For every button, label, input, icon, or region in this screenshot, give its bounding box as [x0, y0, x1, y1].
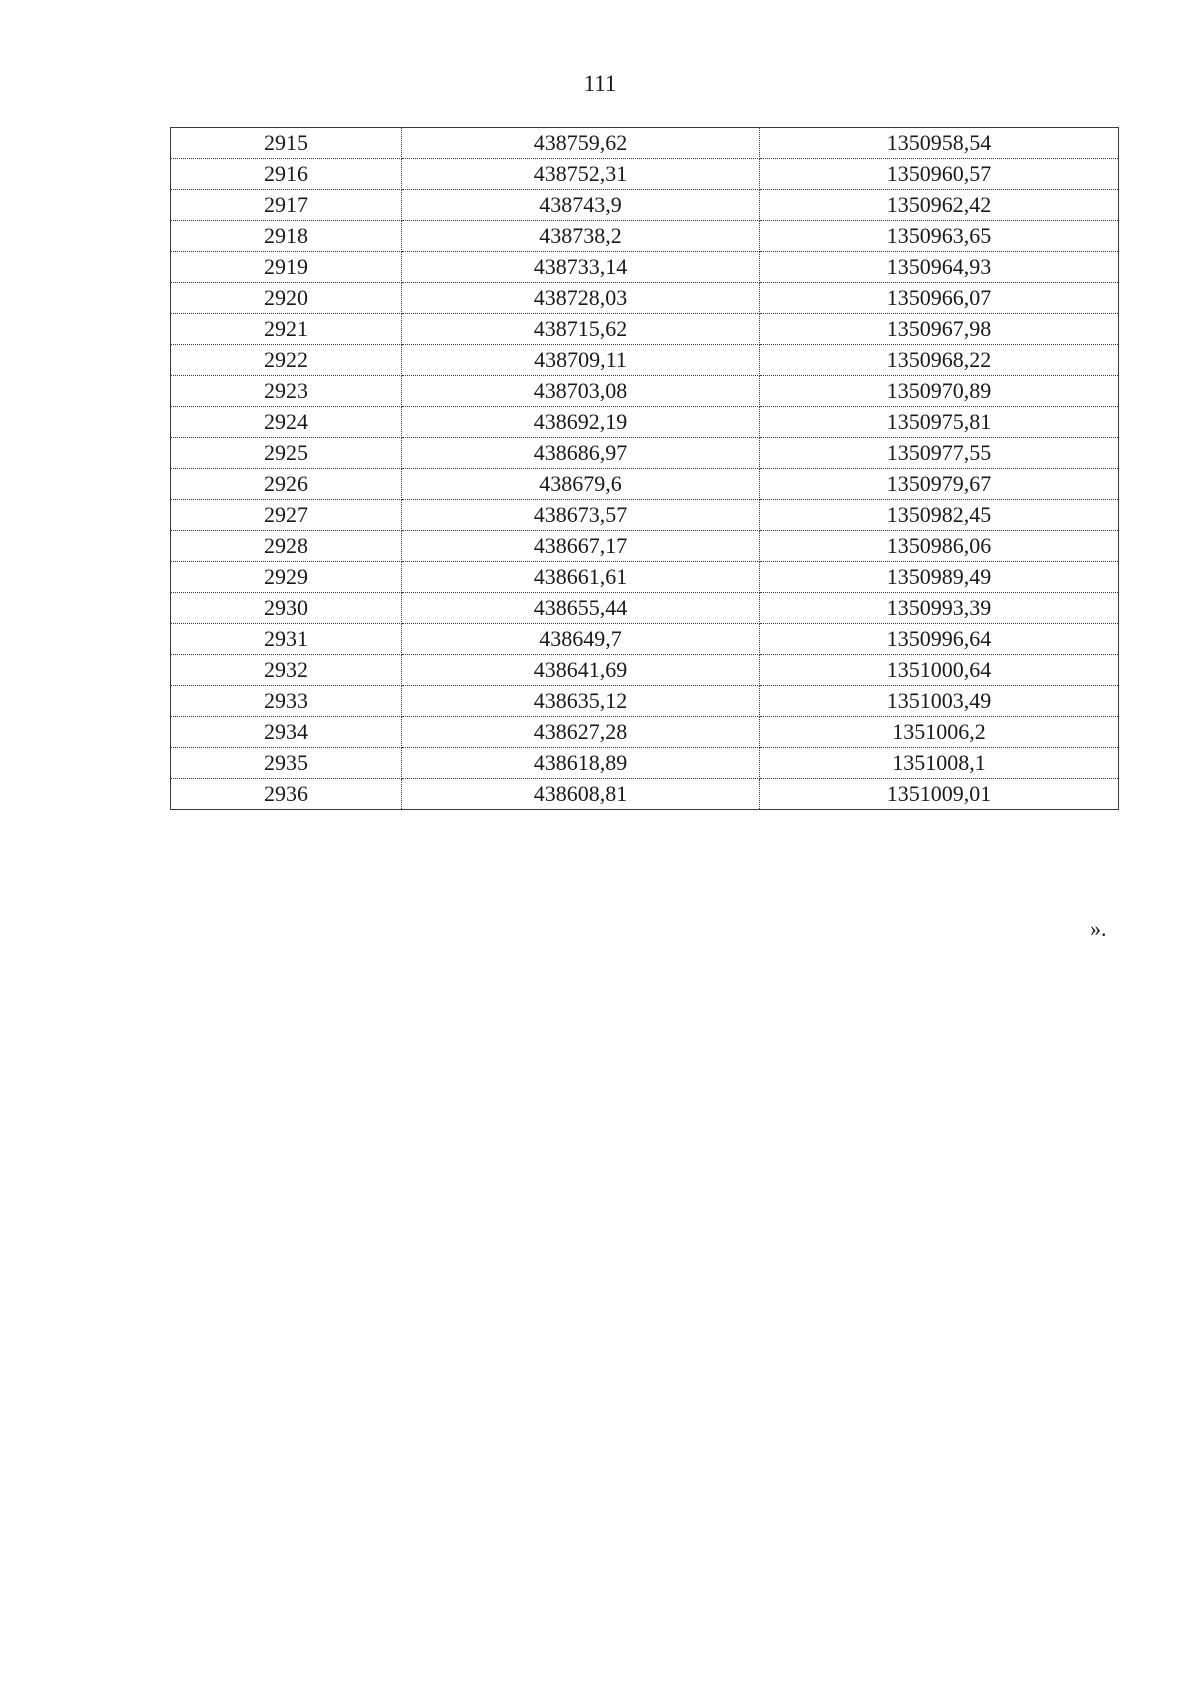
closing-quote-mark: ». [1090, 916, 1107, 941]
table-row [171, 500, 1119, 531]
x-coordinate-cell: 438679,6 [402, 469, 760, 500]
point-number-cell: 2919 [171, 252, 402, 283]
point-number-cell: 2918 [171, 221, 402, 252]
table-row [171, 221, 1119, 252]
x-coordinate-cell: 438667,17 [402, 531, 760, 562]
y-coordinate-cell: 1350975,81 [760, 407, 1119, 438]
point-number-cell: 2923 [171, 376, 402, 407]
point-number-cell: 2932 [171, 655, 402, 686]
x-coordinate-cell: 438709,11 [402, 345, 760, 376]
point-number-cell: 2925 [171, 438, 402, 469]
point-number-cell: 2930 [171, 593, 402, 624]
y-coordinate-cell: 1350986,06 [760, 531, 1119, 562]
point-number-cell: 2924 [171, 407, 402, 438]
x-coordinate-cell: 438661,61 [402, 562, 760, 593]
y-coordinate-cell: 1351000,64 [760, 655, 1119, 686]
x-coordinate-cell: 438715,62 [402, 314, 760, 345]
y-coordinate-cell: 1350970,89 [760, 376, 1119, 407]
y-coordinate-cell: 1350977,55 [760, 438, 1119, 469]
point-number-cell: 2933 [171, 686, 402, 717]
x-coordinate-cell: 438692,19 [402, 407, 760, 438]
y-coordinate-cell: 1350996,64 [760, 624, 1119, 655]
point-number-cell: 2927 [171, 500, 402, 531]
coordinates-table-body [171, 128, 1119, 810]
point-number-cell: 2921 [171, 314, 402, 345]
point-number-cell: 2915 [171, 128, 402, 159]
point-number-cell: 2926 [171, 469, 402, 500]
x-coordinate-cell: 438759,62 [402, 128, 760, 159]
x-coordinate-cell: 438733,14 [402, 252, 760, 283]
y-coordinate-cell: 1350960,57 [760, 159, 1119, 190]
table-row [171, 159, 1119, 190]
y-coordinate-cell: 1350964,93 [760, 252, 1119, 283]
y-coordinate-cell: 1351003,49 [760, 686, 1119, 717]
y-coordinate-cell: 1351009,01 [760, 779, 1119, 810]
x-coordinate-cell: 438627,28 [402, 717, 760, 748]
page-number: 111 [583, 71, 617, 96]
y-coordinate-cell: 1350993,39 [760, 593, 1119, 624]
table-row [171, 252, 1119, 283]
point-number-cell: 2931 [171, 624, 402, 655]
y-coordinate-cell: 1351006,2 [760, 717, 1119, 748]
table-row [171, 779, 1119, 810]
table-row [171, 624, 1119, 655]
table-row [171, 593, 1119, 624]
x-coordinate-cell: 438703,08 [402, 376, 760, 407]
x-coordinate-cell: 438635,12 [402, 686, 760, 717]
x-coordinate-cell: 438673,57 [402, 500, 760, 531]
table-row [171, 283, 1119, 314]
point-number-cell: 2936 [171, 779, 402, 810]
x-coordinate-cell: 438655,44 [402, 593, 760, 624]
point-number-cell: 2928 [171, 531, 402, 562]
y-coordinate-cell: 1350989,49 [760, 562, 1119, 593]
table-row [171, 686, 1119, 717]
y-coordinate-cell: 1350968,22 [760, 345, 1119, 376]
y-coordinate-cell: 1350982,45 [760, 500, 1119, 531]
table-row [171, 407, 1119, 438]
table-row [171, 717, 1119, 748]
table-row [171, 469, 1119, 500]
x-coordinate-cell: 438641,69 [402, 655, 760, 686]
coordinates-table [170, 127, 1119, 810]
x-coordinate-cell: 438686,97 [402, 438, 760, 469]
x-coordinate-cell: 438608,81 [402, 779, 760, 810]
x-coordinate-cell: 438738,2 [402, 221, 760, 252]
x-coordinate-cell: 438728,03 [402, 283, 760, 314]
x-coordinate-cell: 438752,31 [402, 159, 760, 190]
x-coordinate-cell: 438743,9 [402, 190, 760, 221]
point-number-cell: 2935 [171, 748, 402, 779]
point-number-cell: 2916 [171, 159, 402, 190]
y-coordinate-cell: 1350966,07 [760, 283, 1119, 314]
table-row [171, 531, 1119, 562]
x-coordinate-cell: 438649,7 [402, 624, 760, 655]
table-row [171, 128, 1119, 159]
point-number-cell: 2934 [171, 717, 402, 748]
table-row [171, 438, 1119, 469]
y-coordinate-cell: 1350962,42 [760, 190, 1119, 221]
point-number-cell: 2922 [171, 345, 402, 376]
y-coordinate-cell: 1351008,1 [760, 748, 1119, 779]
table-row [171, 345, 1119, 376]
table-row [171, 562, 1119, 593]
y-coordinate-cell: 1350958,54 [760, 128, 1119, 159]
table-row [171, 314, 1119, 345]
table-row [171, 190, 1119, 221]
point-number-cell: 2917 [171, 190, 402, 221]
table-row [171, 655, 1119, 686]
point-number-cell: 2929 [171, 562, 402, 593]
y-coordinate-cell: 1350979,67 [760, 469, 1119, 500]
table-row [171, 376, 1119, 407]
y-coordinate-cell: 1350963,65 [760, 221, 1119, 252]
point-number-cell: 2920 [171, 283, 402, 314]
y-coordinate-cell: 1350967,98 [760, 314, 1119, 345]
x-coordinate-cell: 438618,89 [402, 748, 760, 779]
table-row [171, 748, 1119, 779]
